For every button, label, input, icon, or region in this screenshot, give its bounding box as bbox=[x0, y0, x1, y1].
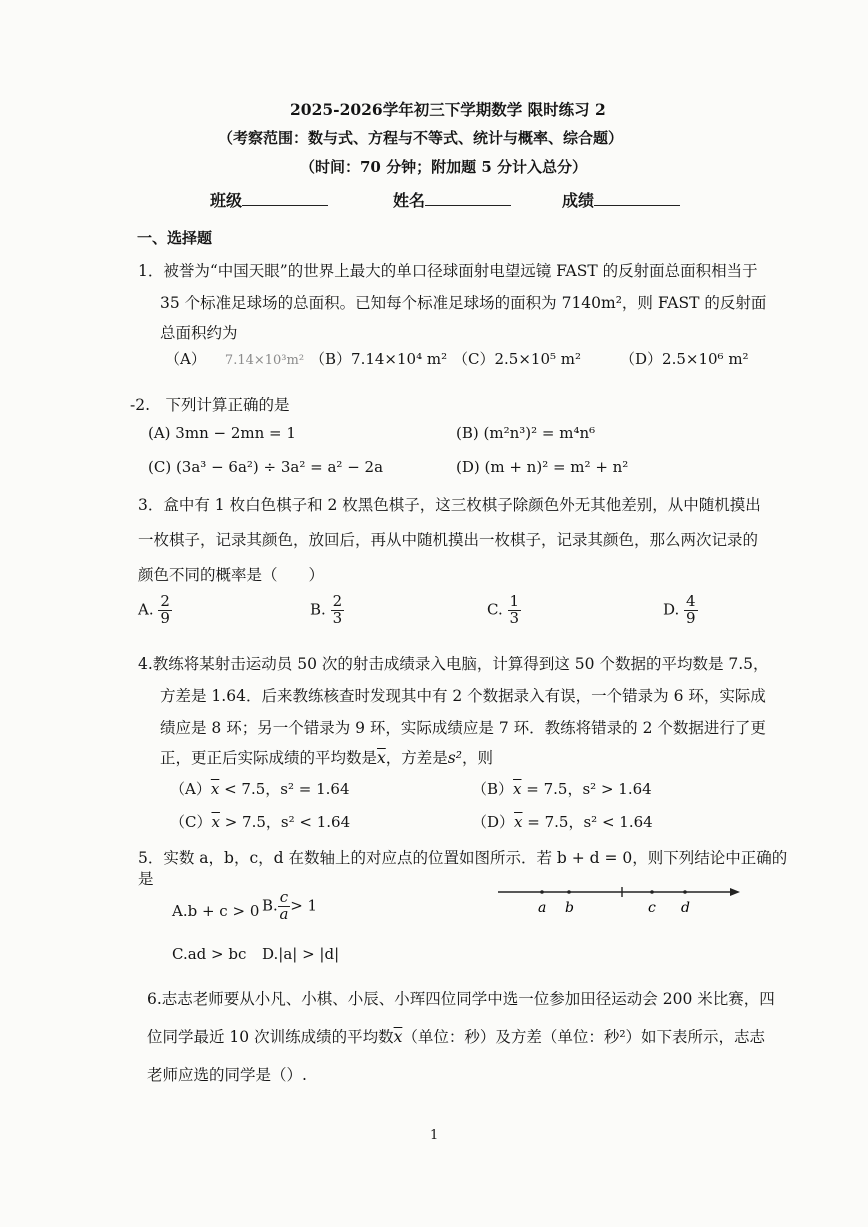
exam-time: （时间：70 分钟；附加题 5 分计入总分） bbox=[300, 158, 587, 176]
q1-option-a-label: （A） bbox=[165, 350, 206, 368]
number-line-figure bbox=[490, 880, 750, 920]
q1-option-d: （D）2.5×10⁶ m² bbox=[620, 350, 749, 368]
exam-title: 2025-2026学年初三下学期数学 限时练习 2 bbox=[290, 100, 606, 119]
name-field bbox=[393, 188, 511, 211]
q2-option-b: (B) (m²n³)² = m⁴n⁶ bbox=[456, 424, 596, 442]
point-b-label: b bbox=[565, 900, 574, 916]
q1-line1: 1．被誉为“中国天眼”的世界上最大的单口径球面射电望远镜 FAST 的反射面总面积相当于 bbox=[138, 262, 758, 280]
q4-option-a-rest: < 7.5，s² = 1.64 bbox=[219, 780, 350, 798]
q6-line1: 6.志志老师要从小凡、小棋、小辰、小珲四位同学中选一位参加田径运动会 200 米比赛，四 bbox=[147, 990, 775, 1008]
q3-option-c-den: 3 bbox=[509, 608, 520, 627]
score-field bbox=[562, 188, 680, 211]
point-a-label: a bbox=[538, 900, 547, 916]
q3-option-a-fraction bbox=[158, 594, 172, 627]
q5-option-b-fraction bbox=[278, 890, 290, 923]
q4-option-a-label: （A） bbox=[170, 780, 211, 798]
q6-line3: 老师应选的同学是（）. bbox=[147, 1066, 307, 1084]
q3-option-c-num: 1 bbox=[509, 592, 520, 610]
q4-option-d bbox=[472, 811, 653, 832]
q3-option-b-fraction bbox=[331, 594, 345, 627]
exam-scope: （考察范围：数与式、方程与不等式、统计与概率、综合题） bbox=[218, 129, 624, 147]
q1-option-a bbox=[165, 348, 304, 369]
q1-line2: 35 个标准足球场的总面积。已知每个标准足球场的面积为 7140m²，则 FAST 的反射面 bbox=[160, 294, 767, 312]
q4-option-d-rest: = 7.5，s² < 1.64 bbox=[522, 813, 653, 831]
q5-line2: 是 bbox=[138, 870, 154, 888]
point-c-label: c bbox=[648, 900, 656, 916]
q2-stem: -2. 下列计算正确的是 bbox=[130, 396, 290, 414]
q5-option-b-label: B. bbox=[262, 896, 278, 915]
page-number: 1 bbox=[430, 1128, 439, 1143]
point-a bbox=[540, 890, 544, 894]
q4-option-b-xbar: $\overline{x}$ bbox=[513, 780, 522, 798]
class-blank[interactable] bbox=[242, 190, 328, 206]
q4-option-a-xbar: $\overline{x}$ bbox=[210, 780, 220, 798]
q4-option-c-label: （C） bbox=[170, 813, 212, 831]
q4-line4 bbox=[160, 746, 493, 768]
q6-line2-xbar: $\overline{x}$ bbox=[393, 1028, 403, 1046]
q3-option-d bbox=[663, 594, 698, 627]
q4-option-d-xbar: $\overline{x}$ bbox=[514, 813, 523, 831]
q3-option-c bbox=[487, 594, 521, 627]
q3-option-c-fraction bbox=[508, 594, 522, 627]
q5-option-b-rest: > 1 bbox=[290, 896, 318, 915]
q3-option-b-num: 2 bbox=[332, 592, 343, 610]
name-label: 姓名 bbox=[393, 191, 426, 210]
q3-option-a bbox=[138, 594, 172, 627]
class-label: 班级 bbox=[210, 191, 243, 210]
q4-option-b-rest: = 7.5，s² > 1.64 bbox=[521, 780, 652, 798]
q4-line4-a: 正，更正后实际成绩的平均数是 bbox=[160, 749, 378, 767]
q2-option-c: (C) (3a³ − 6a²) ÷ 3a² = a² − 2a bbox=[148, 458, 384, 476]
q4-option-d-label: （D） bbox=[472, 813, 515, 831]
q5-line1: 5．实数 a，b，c，d 在数轴上的对应点的位置如图所示．若 b + d = 0，则下列结论中正确的 bbox=[138, 849, 788, 867]
q3-option-d-num: 4 bbox=[686, 592, 696, 610]
point-b bbox=[567, 890, 571, 894]
section-heading: 一、选择题 bbox=[137, 229, 213, 247]
q3-option-b bbox=[310, 594, 344, 627]
q1-line3: 总面积约为 bbox=[160, 324, 238, 342]
q4-line4-b: ，方差是 bbox=[385, 749, 448, 767]
q3-option-b-label: B. bbox=[310, 600, 326, 619]
q5-option-b bbox=[262, 890, 317, 923]
q6-line2 bbox=[147, 1025, 765, 1047]
q3-option-a-den: 9 bbox=[160, 608, 170, 627]
q3-option-a-label: A. bbox=[138, 600, 154, 619]
q5-option-b-den: a bbox=[279, 904, 289, 923]
q6-line2-b: （单位：秒）及方差（单位：秒²）如下表所示，志志 bbox=[402, 1028, 766, 1046]
q3-option-d-den: 9 bbox=[686, 608, 696, 627]
point-d-label: d bbox=[681, 900, 690, 916]
q3-line2: 一枚棋子，记录其颜色，放回后，再从中随机摸出一枚棋子，记录其颜色，那么两次记录的 bbox=[138, 531, 759, 549]
q5-option-d: D.|a| > |d| bbox=[262, 945, 340, 963]
q3-option-c-label: C. bbox=[487, 600, 503, 619]
q4-option-b bbox=[472, 778, 652, 799]
q4-option-c bbox=[170, 811, 350, 832]
name-blank[interactable] bbox=[425, 190, 511, 206]
q5-option-c: C.ad > bc bbox=[172, 945, 247, 963]
q2-option-d: (D) (m + n)² = m² + n² bbox=[456, 458, 629, 476]
point-c bbox=[650, 890, 654, 894]
class-field bbox=[210, 188, 328, 211]
q3-option-d-label: D. bbox=[663, 600, 680, 619]
q3-option-d-fraction bbox=[684, 594, 698, 627]
q4-line2: 方差是 1.64．后来教练核查时发现其中有 2 个数据录入有误，一个错录为 6 环，实际成 bbox=[160, 687, 766, 705]
q4-line4-xbar: $\overline{x}$ bbox=[377, 749, 386, 767]
q4-option-c-rest: > 7.5，s² < 1.64 bbox=[219, 813, 351, 831]
q5-option-b-num: c bbox=[279, 888, 289, 906]
q3-line1: 3．盒中有 1 枚白色棋子和 2 枚黑色棋子，这三枚棋子除颜色外无其他差别，从中随机摸出 bbox=[138, 496, 761, 514]
q1-option-c: （C）2.5×10⁵ m² bbox=[453, 350, 582, 368]
q1-option-a-value: 7.14×10³m² bbox=[224, 353, 305, 368]
q6-line2-a: 位同学最近 10 次训练成绩的平均数 bbox=[147, 1028, 394, 1046]
q4-line4-c: ，则 bbox=[461, 749, 493, 767]
q3-option-b-den: 3 bbox=[332, 608, 343, 627]
q4-line1: 4.教练将某射击运动员 50 次的射击成绩录入电脑，计算得到这 50 个数据的平均数是 7.5， bbox=[138, 655, 769, 673]
q4-option-c-xbar: $\overline{x}$ bbox=[211, 813, 220, 831]
score-label: 成绩 bbox=[562, 191, 595, 210]
q5-option-a: A.b + c > 0 bbox=[172, 902, 260, 920]
q4-line3: 绩应是 8 环；另一个错录为 9 环，实际成绩应是 7 环．教练将错录的 2 个数据进行了更 bbox=[160, 719, 766, 737]
number-line-arrow bbox=[730, 888, 740, 896]
point-d bbox=[683, 890, 687, 894]
score-blank[interactable] bbox=[594, 190, 680, 206]
q4-option-b-label: （B） bbox=[472, 780, 514, 798]
q2-option-a: (A) 3mn − 2mn = 1 bbox=[148, 424, 296, 442]
q4-option-a bbox=[170, 778, 350, 799]
q3-line3: 颜色不同的概率是（ ） bbox=[138, 566, 325, 584]
q3-option-a-num: 2 bbox=[160, 592, 170, 610]
q4-line4-s: s² bbox=[447, 749, 462, 767]
q1-option-b: （B）7.14×10⁴ m² bbox=[310, 350, 448, 368]
